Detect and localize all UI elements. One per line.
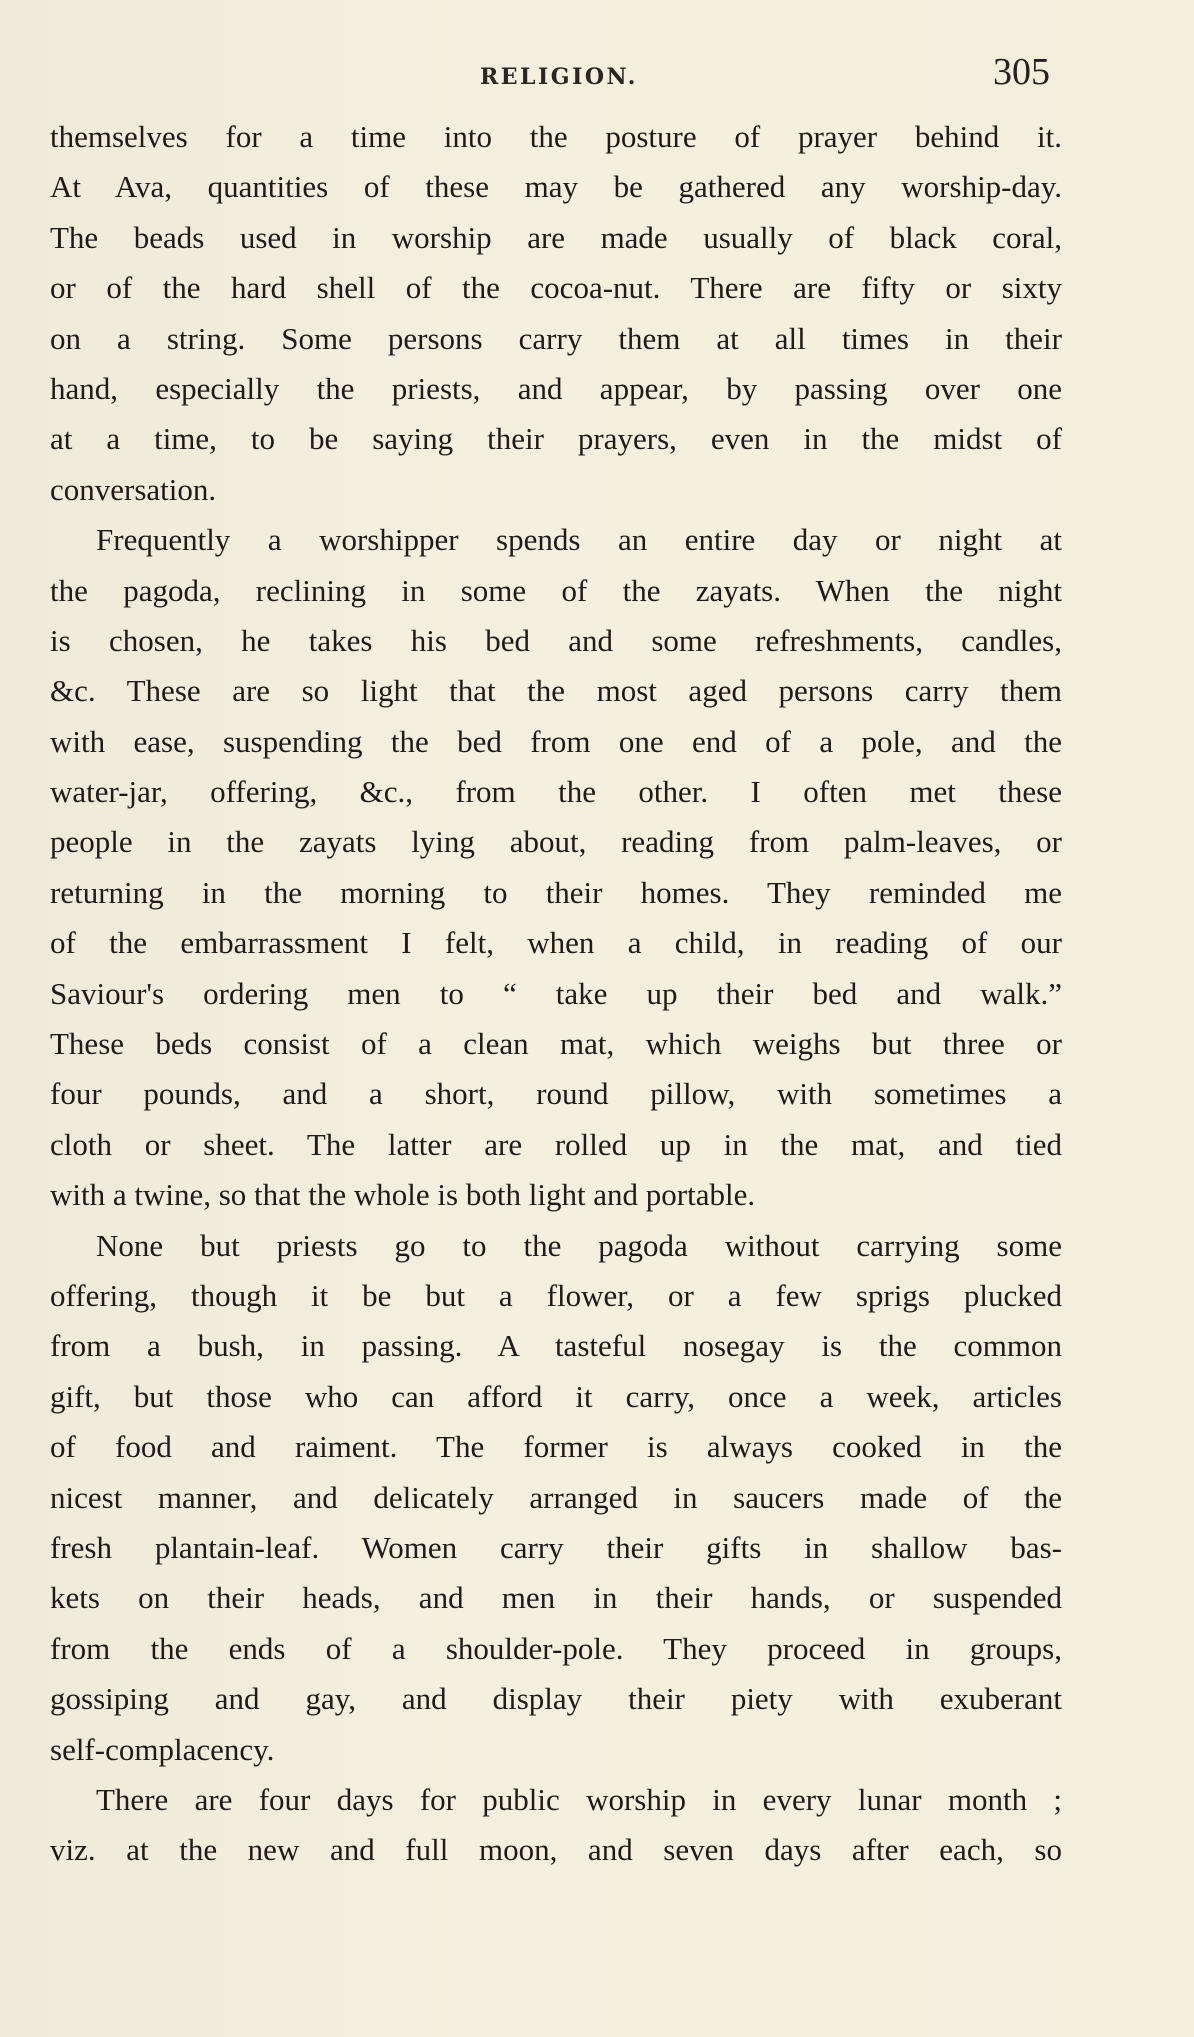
text-line: self-complacency. <box>50 1731 275 1767</box>
text-line: kets on their heads, and men in their hands, or suspended <box>50 1580 1062 1616</box>
text-line: There are four days for public worship in every lunar month ; <box>96 1781 1062 1817</box>
text-line: &c. These are so light that the most aged persons carry them <box>50 673 1062 709</box>
page-header <box>50 50 1062 110</box>
text-line: viz. at the new and full moon, and seven days after each, so <box>50 1832 1062 1868</box>
text-line: or of the hard shell of the cocoa-nut. There are fifty or sixty <box>50 270 1062 306</box>
text-line: with a twine, so that the whole is both light and portable. <box>50 1177 756 1213</box>
page-number: 305 <box>993 51 1050 93</box>
text-line: the pagoda, reclining in some of the zayats. When the night <box>50 572 1062 608</box>
text-line: None but priests go to the pagoda without carrying some <box>96 1227 1062 1263</box>
text-line: with ease, suspending the bed from one end of a pole, and the <box>50 723 1062 759</box>
text-line: is chosen, he takes his bed and some refreshments, candles, <box>50 622 1062 658</box>
text-line: of the embarrassment I felt, when a child, in reading of our <box>50 925 1062 961</box>
text-line: fresh plantain-leaf. Women carry their gifts in shallow bas- <box>50 1529 1062 1565</box>
text-line: themselves for a time into the posture of prayer behind it. <box>50 119 1062 154</box>
text-line: from the ends of a shoulder-pole. They proceed in groups, <box>50 1630 1062 1666</box>
text-line: on a string. Some persons carry them at all times in their <box>50 320 1062 356</box>
text-line: Frequently a worshipper spends an entire day or night at <box>96 522 1062 558</box>
body-text <box>50 112 1062 1876</box>
text-line: nicest manner, and delicately arranged in saucers made of the <box>50 1479 1062 1515</box>
text-line: at a time, to be saying their prayers, even in the midst of <box>50 421 1062 457</box>
text-line: of food and raiment. The former is always cooked in the <box>50 1429 1062 1465</box>
text-line: At Ava, quantities of these may be gathered any worship-day. <box>50 169 1062 205</box>
text-line: offering, though it be but a flower, or a few sprigs plucked <box>50 1277 1062 1313</box>
text-line: gossiping and gay, and display their piety with exuberant <box>50 1681 1062 1717</box>
text-line: hand, especially the priests, and appear, by passing over one <box>50 370 1062 406</box>
text-line: These beds consist of a clean mat, which weighs but three or <box>50 1026 1062 1062</box>
text-line: from a bush, in passing. A tasteful nosegay is the common <box>50 1328 1062 1364</box>
text-line: Saviour's ordering men to “ take up their bed and walk.” <box>50 975 1062 1011</box>
text-line: people in the zayats lying about, reading from palm-leaves, or <box>50 824 1062 860</box>
text-line: returning in the morning to their homes. They reminded me <box>50 874 1062 910</box>
text-line: The beads used in worship are made usually of black coral, <box>50 219 1062 255</box>
text-line: four pounds, and a short, round pillow, with sometimes a <box>50 1076 1062 1112</box>
text-line: cloth or sheet. The latter are rolled up in the mat, and tied <box>50 1126 1062 1162</box>
text-line: gift, but those who can afford it carry, once a week, articles <box>50 1378 1062 1414</box>
text-line: conversation. <box>50 471 217 507</box>
text-line: water-jar, offering, &c., from the other. I often met these <box>50 774 1062 810</box>
running-head: RELIGION. <box>480 64 638 90</box>
